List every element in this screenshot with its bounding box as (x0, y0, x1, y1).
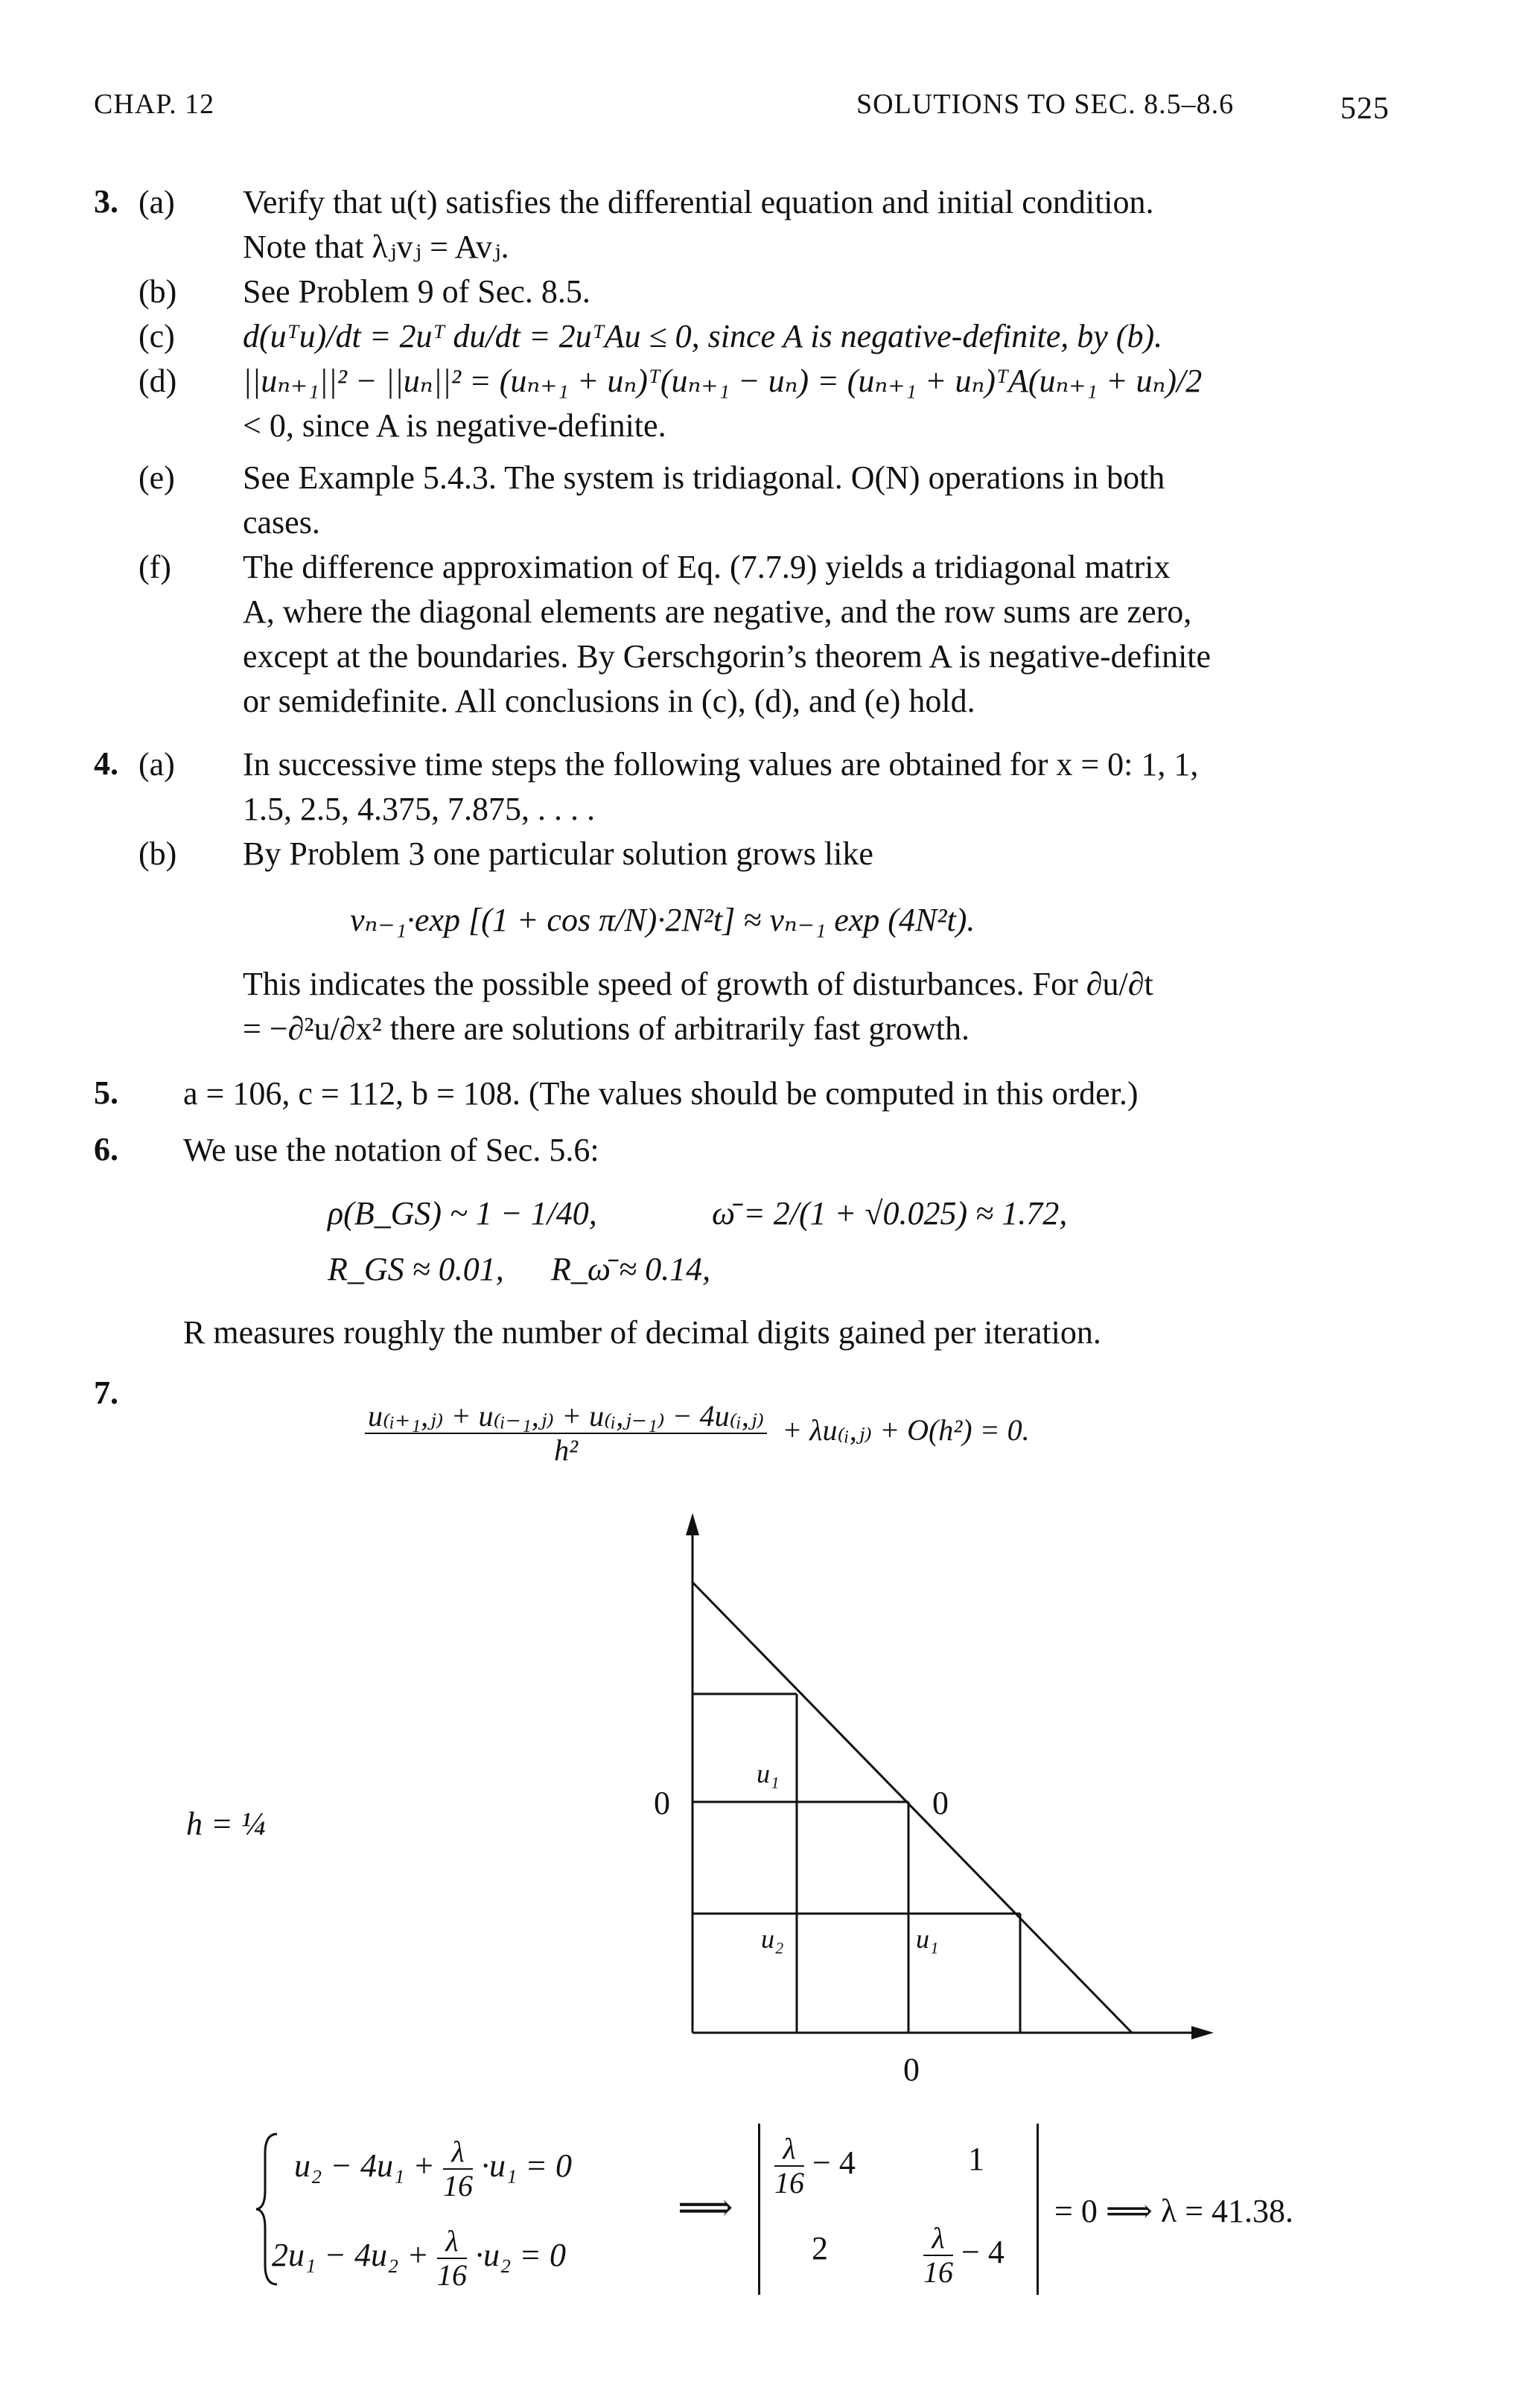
p4-b-label: (b) (139, 835, 177, 872)
sys2-lambda-fraction (437, 2226, 467, 2290)
p4-b-line1: By Problem 3 one particular solution grows like (243, 835, 873, 872)
implies-arrow-1: ⟹ (678, 2187, 733, 2229)
sys1-right: ·u₁ = 0 (480, 2147, 572, 2185)
p6-eq-romega: R_ω̄ ≈ 0.14, (551, 1251, 711, 1287)
determinant-right-bar (1037, 2124, 1039, 2295)
sys2-lambda: λ (437, 2226, 467, 2259)
sys1-lambda: λ (443, 2137, 473, 2170)
p3-e-line2: cases. (243, 504, 320, 541)
p4-a-line1: In successive time steps the following values are obtained for x = 0: 1, 1, (243, 746, 1199, 783)
determinant-left-bar (758, 2124, 760, 2295)
p6-intro: We use the notation of Sec. 5.6: (183, 1132, 599, 1168)
det-cell-11 (774, 2134, 856, 2198)
det22-fraction (923, 2223, 953, 2287)
problem-6-number: 6. (94, 1131, 118, 1168)
chapter-label: CHAP. 12 (94, 89, 215, 120)
p4-b-line3: = −∂²u/∂x² there are solutions of arbitrarily fast growth. (243, 1010, 970, 1047)
boundary-zero-left: 0 (654, 1785, 670, 1821)
p6-eq-omega: ω̄ = 2/(1 + √0.025) ≈ 1.72, (712, 1195, 1068, 1232)
p6-eq-rgs: R_GS ≈ 0.01, (328, 1251, 504, 1287)
p3-f-label: (f) (139, 549, 171, 585)
y-axis-arrowhead (686, 1513, 699, 1535)
det-cell-12: 1 (968, 2141, 984, 2177)
p3-a-line2: Note that λⱼvⱼ = Avⱼ. (243, 229, 509, 265)
p3-a-label: (a) (139, 184, 175, 220)
p3-f-line1: The difference approximation of Eq. (7.7.9) yields a tridiagonal matrix (243, 549, 1171, 585)
p6-note: R measures roughly the number of decimal digits gained per iteration. (183, 1314, 1101, 1351)
p4-equation: vₙ₋₁·exp [(1 + cos π/N)·2N²t] ≈ vₙ₋₁ exp (4N²t). (350, 902, 975, 938)
problem-4-number: 4. (94, 745, 118, 782)
p5-text: a = 106, c = 112, b = 108. (The values should be computed in this order.) (183, 1075, 1139, 1112)
sys2-left: 2u₁ − 4u₂ + (272, 2237, 437, 2274)
p3-c-text: d(uᵀu)/dt = 2uᵀ du/dt = 2uᵀAu ≤ 0, since A is negative-definite, by (b). (243, 318, 1163, 354)
grid-label-u1-top: u₁ (757, 1759, 780, 1789)
hypotenuse (693, 1582, 1132, 2033)
p4-a-line2: 1.5, 2.5, 4.375, 7.875, . . . . (243, 791, 595, 827)
p7-difference-equation (365, 1401, 1030, 1465)
p7-fraction (365, 1401, 767, 1465)
p3-f-line2: A, where the diagonal elements are negative, and the row sums are zero, (243, 593, 1192, 630)
p3-d-label: (d) (139, 363, 177, 399)
det22-minus-four: − 4 (961, 2234, 1005, 2271)
grid-spacing-label: h = ¼ (186, 1806, 266, 1842)
p3-c-label: (c) (139, 318, 175, 354)
p7-fraction-numerator: u₍ᵢ₊₁,ⱼ₎ + u₍ᵢ₋₁,ⱼ₎ + u₍ᵢ,ⱼ₋₁₎ − 4u₍ᵢ,ⱼ₎ (365, 1401, 767, 1434)
det11-minus-four: − 4 (812, 2144, 856, 2182)
p3-e-label: (e) (139, 459, 175, 496)
problem-3-number: 3. (94, 183, 118, 220)
sys1-sixteen: 16 (442, 2169, 473, 2202)
section-label: SOLUTIONS TO SEC. 8.5–8.6 (856, 89, 1235, 120)
p3-b-label: (b) (139, 273, 177, 310)
grid-label-u1-bottom: u₁ (916, 1924, 939, 1954)
sys2-sixteen: 16 (436, 2258, 467, 2292)
boundary-zero-right: 0 (932, 1785, 949, 1821)
p3-f-line3: except at the boundaries. By Gerschgorin’s theorem A is negative-definite (243, 638, 1212, 675)
det11-fraction (774, 2134, 804, 2198)
x-axis-arrowhead (1191, 2026, 1214, 2039)
sys1-lambda-fraction (443, 2137, 473, 2201)
p3-e-line1: See Example 5.4.3. The system is tridiagonal. O(N) operations in both (243, 459, 1165, 496)
p3-d-line1: ||uₙ₊₁||² − ||uₙ||² = (uₙ₊₁ + uₙ)ᵀ(uₙ₊₁ − uₙ) = (uₙ₊₁ + uₙ)ᵀA(uₙ₊₁ + uₙ)/2 (243, 363, 1203, 399)
det-cell-22 (923, 2223, 1005, 2287)
p3-f-line4: or semidefinite. All conclusions in (c), (d), and (e) hold. (243, 683, 975, 719)
sys1-left: u₂ − 4u₁ + (294, 2147, 443, 2185)
page-number: 525 (1340, 92, 1389, 126)
p4-b-line2: This indicates the possible speed of growth of disturbances. For ∂u/∂t (243, 966, 1153, 1002)
det22-lambda: λ (923, 2223, 953, 2256)
system-equation-2 (272, 2226, 566, 2290)
det22-sixteen: 16 (923, 2255, 953, 2289)
problem-7-number: 7. (94, 1375, 118, 1411)
p7-equation-rest: + λu₍ᵢ,ⱼ₎ + O(h²) = 0. (782, 1413, 1030, 1447)
boundary-zero-bottom: 0 (903, 2051, 920, 2088)
det11-lambda: λ (774, 2134, 804, 2167)
p3-b-text: See Problem 9 of Sec. 8.5. (243, 273, 590, 310)
p3-d-line2: < 0, since A is negative-definite. (243, 407, 666, 444)
problem-5-number: 5. (94, 1074, 118, 1111)
sys2-right: ·u₂ = 0 (474, 2237, 566, 2274)
grid-label-u2: u₂ (761, 1924, 784, 1954)
determinant-result: = 0 ⟹ λ = 41.38. (1054, 2193, 1294, 2229)
system-equation-1 (294, 2137, 572, 2201)
p4-a-label: (a) (139, 746, 175, 783)
p6-eq-rho: ρ(B_GS) ~ 1 − 1/40, (328, 1195, 597, 1232)
p3-a-line1: Verify that u(t) satisfies the differential equation and initial condition. (243, 184, 1154, 220)
det-cell-21: 2 (812, 2230, 828, 2267)
p7-fraction-denominator: h² (554, 1433, 579, 1467)
det11-sixteen: 16 (774, 2166, 804, 2200)
